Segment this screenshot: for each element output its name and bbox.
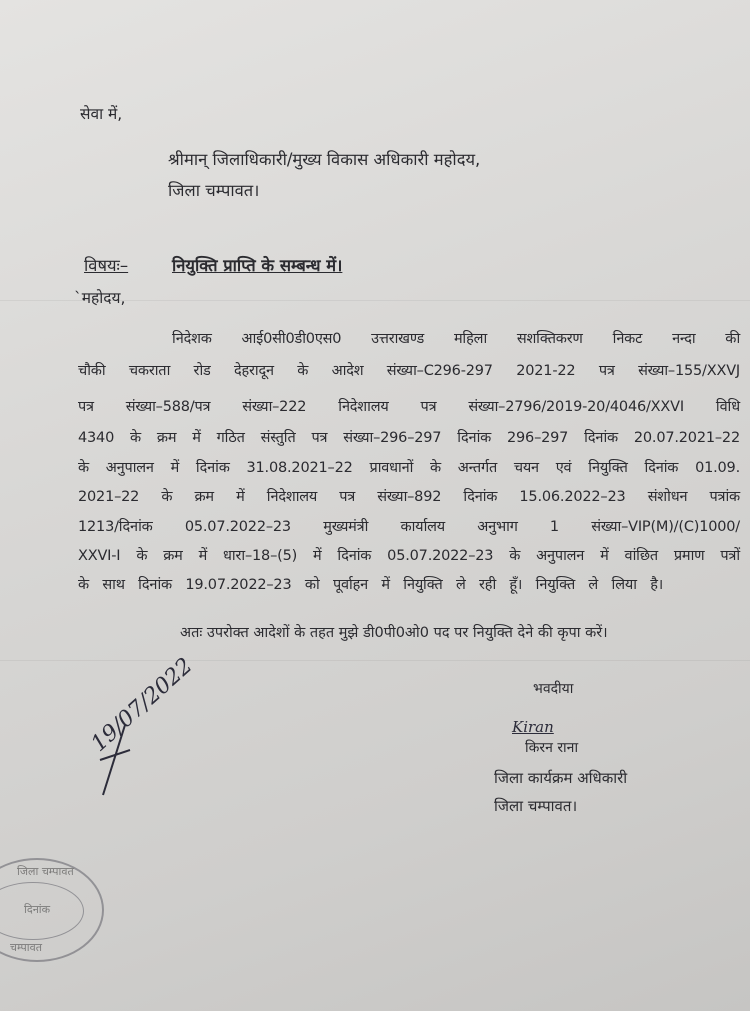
handwritten-mark — [95, 720, 135, 800]
body-line: XXVI-I के क्रम में धारा–18–(5) में दिनांक 05.07.2022–23 के अनुपालन में वांछित प्रमाण पत्रों — [78, 548, 740, 564]
body-line: पत्र संख्या–588/पत्र संख्या–222 निदेशालय पत्र संख्या–2796/2019-20/4046/XXVI विधि — [78, 399, 740, 415]
body-line: के साथ दिनांक 19.07.2022–23 को पूर्वाहन में नियुक्ति ले रही हूँ। नियुक्ति ले लिया है। — [78, 577, 663, 593]
handwritten-signature: Kiran — [512, 718, 554, 736]
stamp-bottom-text: चम्पावत — [10, 941, 42, 954]
body-line: 4340 के क्रम में गठित संस्तुति पत्र संख्या–296–297 दिनांक 296–297 दिनांक 20.07.2021–22 — [78, 430, 740, 446]
stamp-middle-text: दिनांक — [24, 903, 51, 916]
subject-label: विषयः– — [84, 256, 129, 275]
subject-text: नियुक्ति प्राप्ति के सम्बन्ध में। — [172, 256, 343, 275]
handwritten-date: 19/07/2022 — [86, 653, 198, 757]
body-line: के अनुपालन में दिनांक 31.08.2021–22 प्रावधानों के अन्तर्गत चयन एवं नियुक्ति दिनांक 01.09. — [78, 460, 740, 476]
body-line: 2021–22 के क्रम में निदेशालय पत्र संख्या–892 दिनांक 15.06.2022–23 संशोधन पत्रांक — [78, 489, 740, 505]
paper-fold — [0, 660, 750, 661]
addressee-line2: जिला चम्पावत। — [168, 181, 260, 200]
addressee-line1: श्रीमान् जिलाधिकारी/मुख्य विकास अधिकारी महोदय, — [168, 150, 481, 169]
office-stamp — [0, 858, 104, 962]
signatory-name: किरन राना — [525, 740, 579, 756]
body-line: 1213/दिनांक 05.07.2022–23 मुख्यमंत्री कार्यालय अनुभाग 1 संख्या–VIP(M)/(C)1000/ — [78, 519, 740, 535]
body-line: निदेशक आई0सी0डी0एस0 उत्तराखण्ड महिला सशक्तिकरण निकट नन्दा की — [172, 331, 740, 347]
salutation-to: सेवा में, — [80, 105, 123, 123]
request-line: अतः उपरोक्त आदेशों के तहत मुझे डी0पी0ओ0 पद पर नियुक्ति देने की कृपा करें। — [180, 625, 608, 641]
designation: जिला कार्यक्रम अधिकारी — [494, 769, 628, 787]
stamp-top-text: जिला चम्पावत — [17, 865, 74, 878]
closing: भवदीया — [533, 681, 574, 697]
body-line: चौकी चकराता रोड देहरादून के आदेश संख्या–C296-297 2021-22 पत्र संख्या–155/XXVJ — [78, 363, 740, 379]
greeting: `महोदय, — [74, 289, 126, 307]
district: जिला चम्पावत। — [494, 797, 578, 815]
